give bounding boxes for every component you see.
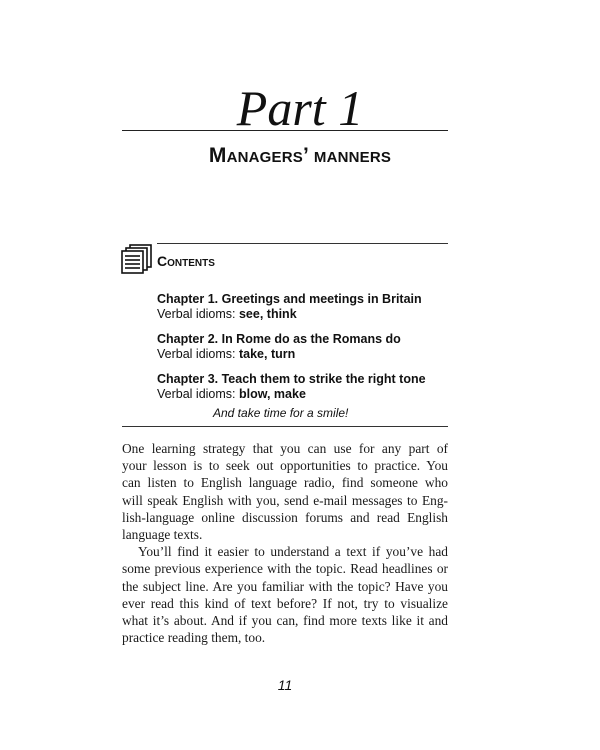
body-line: ever read this kind of text before? If not, try to visualize <box>122 595 448 611</box>
idioms-words: see, think <box>238 307 297 321</box>
body-line: the subject line. Are you familiar with the topic? Have you <box>122 578 448 594</box>
body-line: practice reading them, too. <box>122 630 266 646</box>
contents-bottom-rule <box>122 426 448 427</box>
idioms-prefix: Verbal idioms: <box>157 307 239 321</box>
chapter-title: Chapter 2. In Rome do as the Romans do <box>157 332 401 346</box>
body-line: language texts. <box>122 527 203 543</box>
body-line: can listen to English language radio, find someone who <box>122 475 448 491</box>
idioms-prefix: Verbal idioms: <box>157 347 239 361</box>
chapter-item <box>157 372 457 402</box>
smile-note: And take time for a smile! <box>213 406 349 420</box>
part-title: Part 1 <box>236 80 364 136</box>
chapter-idioms <box>157 307 457 322</box>
contents-rule <box>157 243 448 244</box>
idioms-words: take, turn <box>238 347 296 361</box>
chapter-list <box>157 292 457 412</box>
idioms-words: blow, make <box>238 387 306 401</box>
body-line: what it’s about. And if you can, find more texts like it and <box>122 613 448 629</box>
body-line: lish-language online discussion forums and read English <box>122 509 448 525</box>
body-paragraphs <box>122 440 448 646</box>
section-title: Managers’ manners <box>208 144 392 167</box>
chapter-idioms <box>157 387 457 402</box>
page-number: 11 <box>277 677 293 693</box>
body-line: your lesson is to seek out opportunities to practice. You <box>122 458 448 474</box>
body-line: will speak English with you, send e-mail messages to Eng- <box>122 492 448 508</box>
body-line: some previous experience with the topic. Read headlines or <box>122 561 448 577</box>
body-line: You’ll find it easier to understand a text if you’ve had <box>138 544 448 560</box>
stacked-pages-icon <box>121 244 153 274</box>
chapter-item <box>157 332 457 362</box>
title-rule <box>122 130 448 131</box>
chapter-item <box>157 292 457 322</box>
body-line: One learning strategy that you can use for any part of <box>122 441 448 456</box>
chapter-title: Chapter 1. Greetings and meetings in Britain <box>157 292 422 306</box>
chapter-title: Chapter 3. Teach them to strike the right tone <box>157 372 426 386</box>
idioms-prefix: Verbal idioms: <box>157 387 239 401</box>
chapter-idioms <box>157 347 457 362</box>
contents-label: Contents <box>157 253 215 269</box>
